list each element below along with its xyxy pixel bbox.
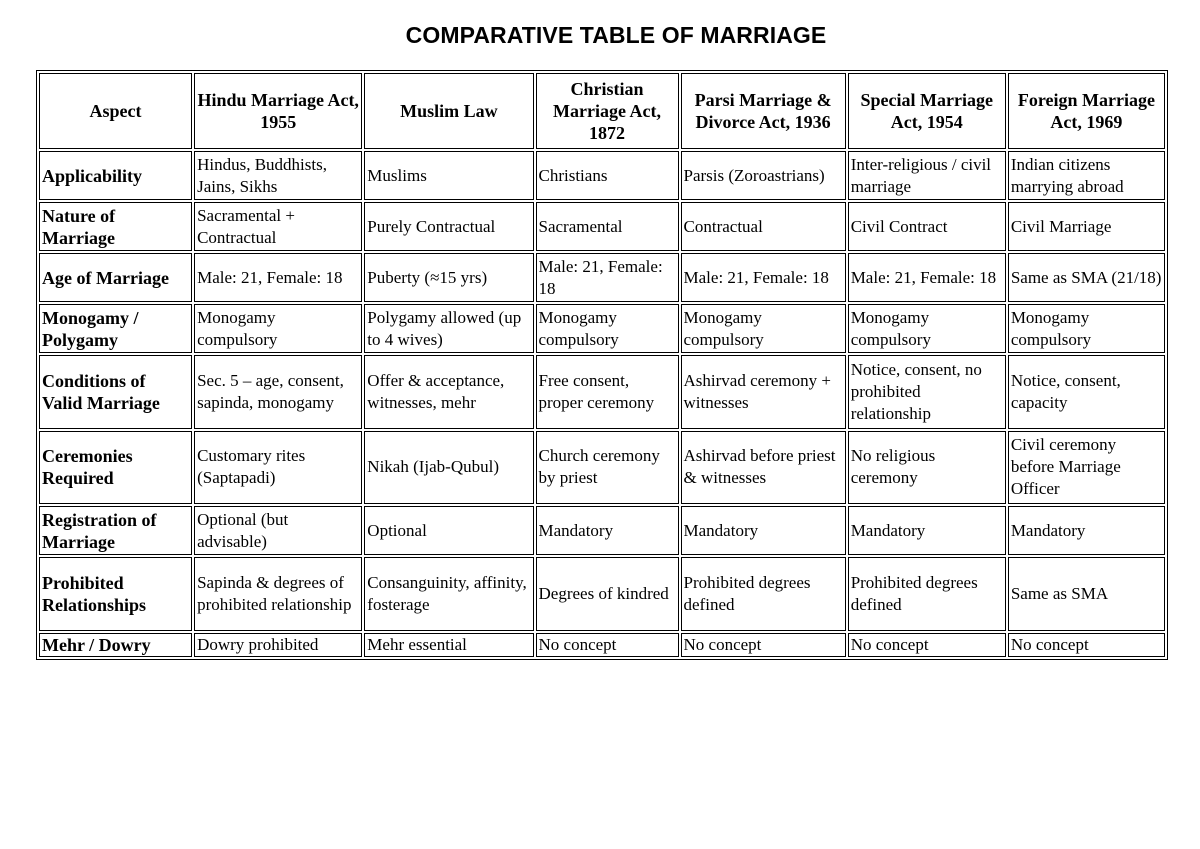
table-cell: Christians xyxy=(536,151,679,200)
table-cell: Indian citizens marrying abroad xyxy=(1008,151,1165,200)
column-header: Hindu Marriage Act, 1955 xyxy=(194,73,362,149)
row-label: Prohibited Relationships xyxy=(39,557,192,631)
table-cell: Muslims xyxy=(364,151,533,200)
table-cell: No religious ceremony xyxy=(848,431,1006,505)
table-cell: Parsis (Zoroastrians) xyxy=(681,151,846,200)
table-cell: Dowry prohibited xyxy=(194,633,362,658)
table-cell: Civil Contract xyxy=(848,202,1006,251)
row-label: Mehr / Dowry xyxy=(39,633,192,658)
column-header: Parsi Marriage & Divorce Act, 1936 xyxy=(681,73,846,149)
column-header: Muslim Law xyxy=(364,73,533,149)
comparison-table xyxy=(36,70,1168,660)
table-row xyxy=(39,431,1165,505)
table-cell: Consanguinity, affinity, fosterage xyxy=(364,557,533,631)
row-label: Applicability xyxy=(39,151,192,200)
table-cell: Monogamy compulsory xyxy=(1008,304,1165,353)
row-label: Registration of Marriage xyxy=(39,506,192,555)
table-cell: Puberty (≈15 yrs) xyxy=(364,253,533,302)
table-cell: Church ceremony by priest xyxy=(536,431,679,505)
table-row xyxy=(39,304,1165,353)
row-label: Nature of Marriage xyxy=(39,202,192,251)
table-cell: Mandatory xyxy=(536,506,679,555)
table-cell: Inter-religious / civil marriage xyxy=(848,151,1006,200)
table-cell: No concept xyxy=(848,633,1006,658)
row-label: Monogamy / Polygamy xyxy=(39,304,192,353)
table-cell: No concept xyxy=(1008,633,1165,658)
table-cell: Optional (but advisable) xyxy=(194,506,362,555)
table-cell: Optional xyxy=(364,506,533,555)
column-header: Special Marriage Act, 1954 xyxy=(848,73,1006,149)
table-cell: Male: 21, Female: 18 xyxy=(681,253,846,302)
table-cell: Ashirvad ceremony + witnesses xyxy=(681,355,846,429)
table-row xyxy=(39,557,1165,631)
table-cell: Monogamy compulsory xyxy=(194,304,362,353)
table-cell: Same as SMA (21/18) xyxy=(1008,253,1165,302)
table-row xyxy=(39,506,1165,555)
table-header-row xyxy=(39,73,1165,149)
table-cell: Monogamy compulsory xyxy=(536,304,679,353)
table-cell: Monogamy compulsory xyxy=(681,304,846,353)
table-cell: Sec. 5 – age, consent, sapinda, monogamy xyxy=(194,355,362,429)
table-row xyxy=(39,253,1165,302)
table-row xyxy=(39,151,1165,200)
table-cell: Degrees of kindred xyxy=(536,557,679,631)
table-cell: Sacramental + Contractual xyxy=(194,202,362,251)
table-cell: Mehr essential xyxy=(364,633,533,658)
table-cell: Free consent, proper ceremony xyxy=(536,355,679,429)
table-cell: Polygamy allowed (up to 4 wives) xyxy=(364,304,533,353)
table-cell: Sapinda & degrees of prohibited relationship xyxy=(194,557,362,631)
table-cell: Same as SMA xyxy=(1008,557,1165,631)
table-cell: Sacramental xyxy=(536,202,679,251)
table-cell: Civil Marriage xyxy=(1008,202,1165,251)
table-cell: Prohibited degrees defined xyxy=(681,557,846,631)
column-header: Foreign Marriage Act, 1969 xyxy=(1008,73,1165,149)
row-label: Ceremonies Required xyxy=(39,431,192,505)
table-cell: Notice, consent, no prohibited relationship xyxy=(848,355,1006,429)
table-cell: Mandatory xyxy=(848,506,1006,555)
table-row xyxy=(39,355,1165,429)
table-cell: Hindus, Buddhists, Jains, Sikhs xyxy=(194,151,362,200)
page-title: COMPARATIVE TABLE OF MARRIAGE xyxy=(405,22,827,48)
table-cell: Mandatory xyxy=(681,506,846,555)
table-cell: Prohibited degrees defined xyxy=(848,557,1006,631)
table-cell: Offer & acceptance, witnesses, mehr xyxy=(364,355,533,429)
table-cell: Male: 21, Female: 18 xyxy=(194,253,362,302)
column-header: Aspect xyxy=(39,73,192,149)
table-cell: Mandatory xyxy=(1008,506,1165,555)
table-cell: Nikah (Ijab-Qubul) xyxy=(364,431,533,505)
row-label: Conditions of Valid Marriage xyxy=(39,355,192,429)
table-cell: Purely Contractual xyxy=(364,202,533,251)
table-cell: No concept xyxy=(681,633,846,658)
table-cell: Ashirvad before priest & witnesses xyxy=(681,431,846,505)
row-label: Age of Marriage xyxy=(39,253,192,302)
table-cell: Contractual xyxy=(681,202,846,251)
table-cell: Civil ceremony before Marriage Officer xyxy=(1008,431,1165,505)
table-cell: Customary rites (Saptapadi) xyxy=(194,431,362,505)
table-cell: Male: 21, Female: 18 xyxy=(848,253,1006,302)
table-cell: No concept xyxy=(536,633,679,658)
table-row xyxy=(39,633,1165,658)
table-cell: Notice, consent, capacity xyxy=(1008,355,1165,429)
table-cell: Male: 21, Female: 18 xyxy=(536,253,679,302)
column-header: Christian Marriage Act, 1872 xyxy=(536,73,679,149)
table-row xyxy=(39,202,1165,251)
table-cell: Monogamy compulsory xyxy=(848,304,1006,353)
